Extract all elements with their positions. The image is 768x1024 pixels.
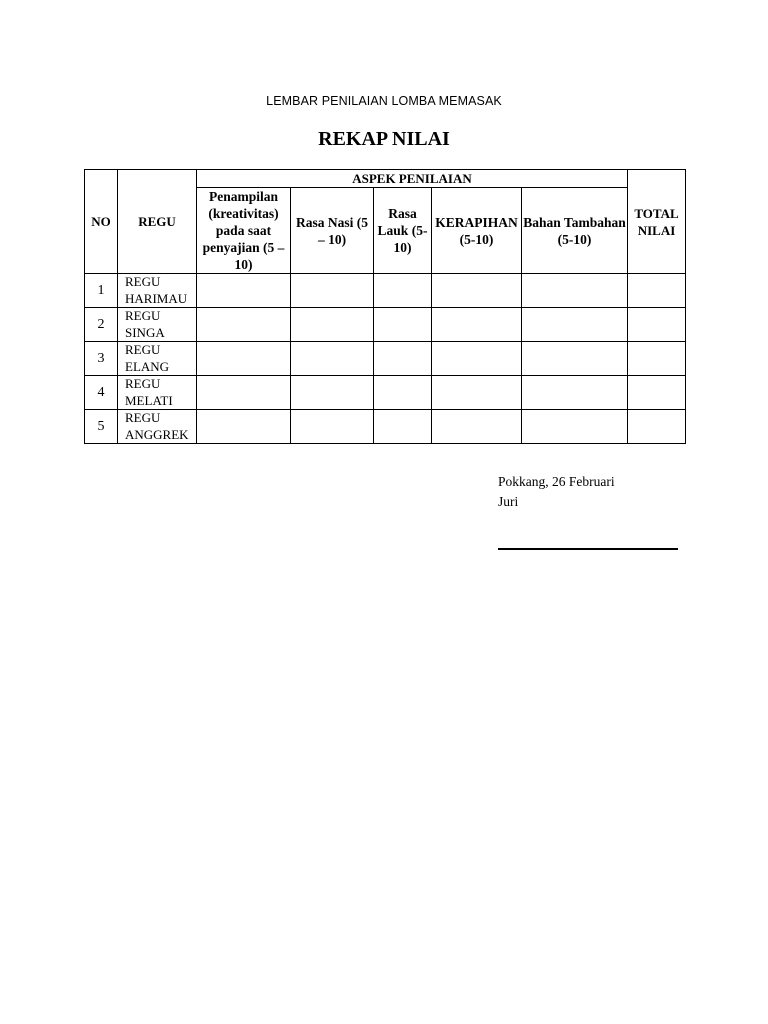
table-row [85, 342, 686, 376]
document-heading: LEMBAR PENILAIAN LOMBA MEMASAK [266, 94, 502, 108]
total-cell[interactable] [628, 308, 686, 342]
score-cell[interactable] [432, 308, 522, 342]
total-cell[interactable] [628, 376, 686, 410]
header-aspek-penilaian: ASPEK PENILAIAN [197, 170, 628, 188]
row-regu-name: REGU ANGGREK [118, 410, 197, 444]
score-cell[interactable] [522, 342, 628, 376]
row-number: 5 [85, 410, 118, 444]
header-no: NO [85, 170, 118, 274]
score-cell[interactable] [291, 410, 374, 444]
score-cell[interactable] [522, 274, 628, 308]
signature-line [498, 548, 678, 550]
header-total-nilai: TOTAL NILAI [628, 170, 686, 274]
header-aspect-kerapihan: KERAPIHAN (5-10) [432, 188, 522, 274]
score-cell[interactable] [197, 410, 291, 444]
table-row [85, 308, 686, 342]
header-aspect-penampilan: Penampilan (kreativitas) pada saat penyajian (5 – 10) [197, 188, 291, 274]
signature-role: Juri [498, 494, 519, 509]
score-cell[interactable] [374, 410, 432, 444]
header-aspect-bahan-tambahan: Bahan Tambahan (5-10) [522, 188, 628, 274]
row-regu-name: REGU HARIMAU [118, 274, 197, 308]
score-cell[interactable] [291, 308, 374, 342]
score-cell[interactable] [374, 308, 432, 342]
signature-place-date: Pokkang, 26 Februari [498, 474, 615, 489]
score-cell[interactable] [291, 342, 374, 376]
header-regu: REGU [118, 170, 197, 274]
document-title: REKAP NILAI [318, 128, 450, 150]
total-cell[interactable] [628, 410, 686, 444]
score-cell[interactable] [522, 410, 628, 444]
row-number: 4 [85, 376, 118, 410]
score-cell[interactable] [522, 376, 628, 410]
score-cell[interactable] [522, 308, 628, 342]
score-cell[interactable] [374, 342, 432, 376]
header-aspect-rasa-nasi: Rasa Nasi (5 – 10) [291, 188, 374, 274]
score-cell[interactable] [374, 274, 432, 308]
row-regu-name: REGU SINGA [118, 308, 197, 342]
total-cell[interactable] [628, 342, 686, 376]
table-row [85, 274, 686, 308]
score-table [84, 169, 686, 444]
score-cell[interactable] [432, 342, 522, 376]
table-row [85, 410, 686, 444]
row-number: 2 [85, 308, 118, 342]
header-aspect-rasa-lauk: Rasa Lauk (5-10) [374, 188, 432, 274]
score-cell[interactable] [432, 376, 522, 410]
score-cell[interactable] [374, 376, 432, 410]
table-row [85, 376, 686, 410]
total-cell[interactable] [628, 274, 686, 308]
row-regu-name: REGU ELANG [118, 342, 197, 376]
score-cell[interactable] [197, 342, 291, 376]
score-cell[interactable] [197, 376, 291, 410]
row-number: 1 [85, 274, 118, 308]
score-cell[interactable] [197, 274, 291, 308]
score-cell[interactable] [432, 410, 522, 444]
score-cell[interactable] [432, 274, 522, 308]
score-cell[interactable] [197, 308, 291, 342]
score-cell[interactable] [291, 274, 374, 308]
score-cell[interactable] [291, 376, 374, 410]
row-regu-name: REGU MELATI [118, 376, 197, 410]
row-number: 3 [85, 342, 118, 376]
